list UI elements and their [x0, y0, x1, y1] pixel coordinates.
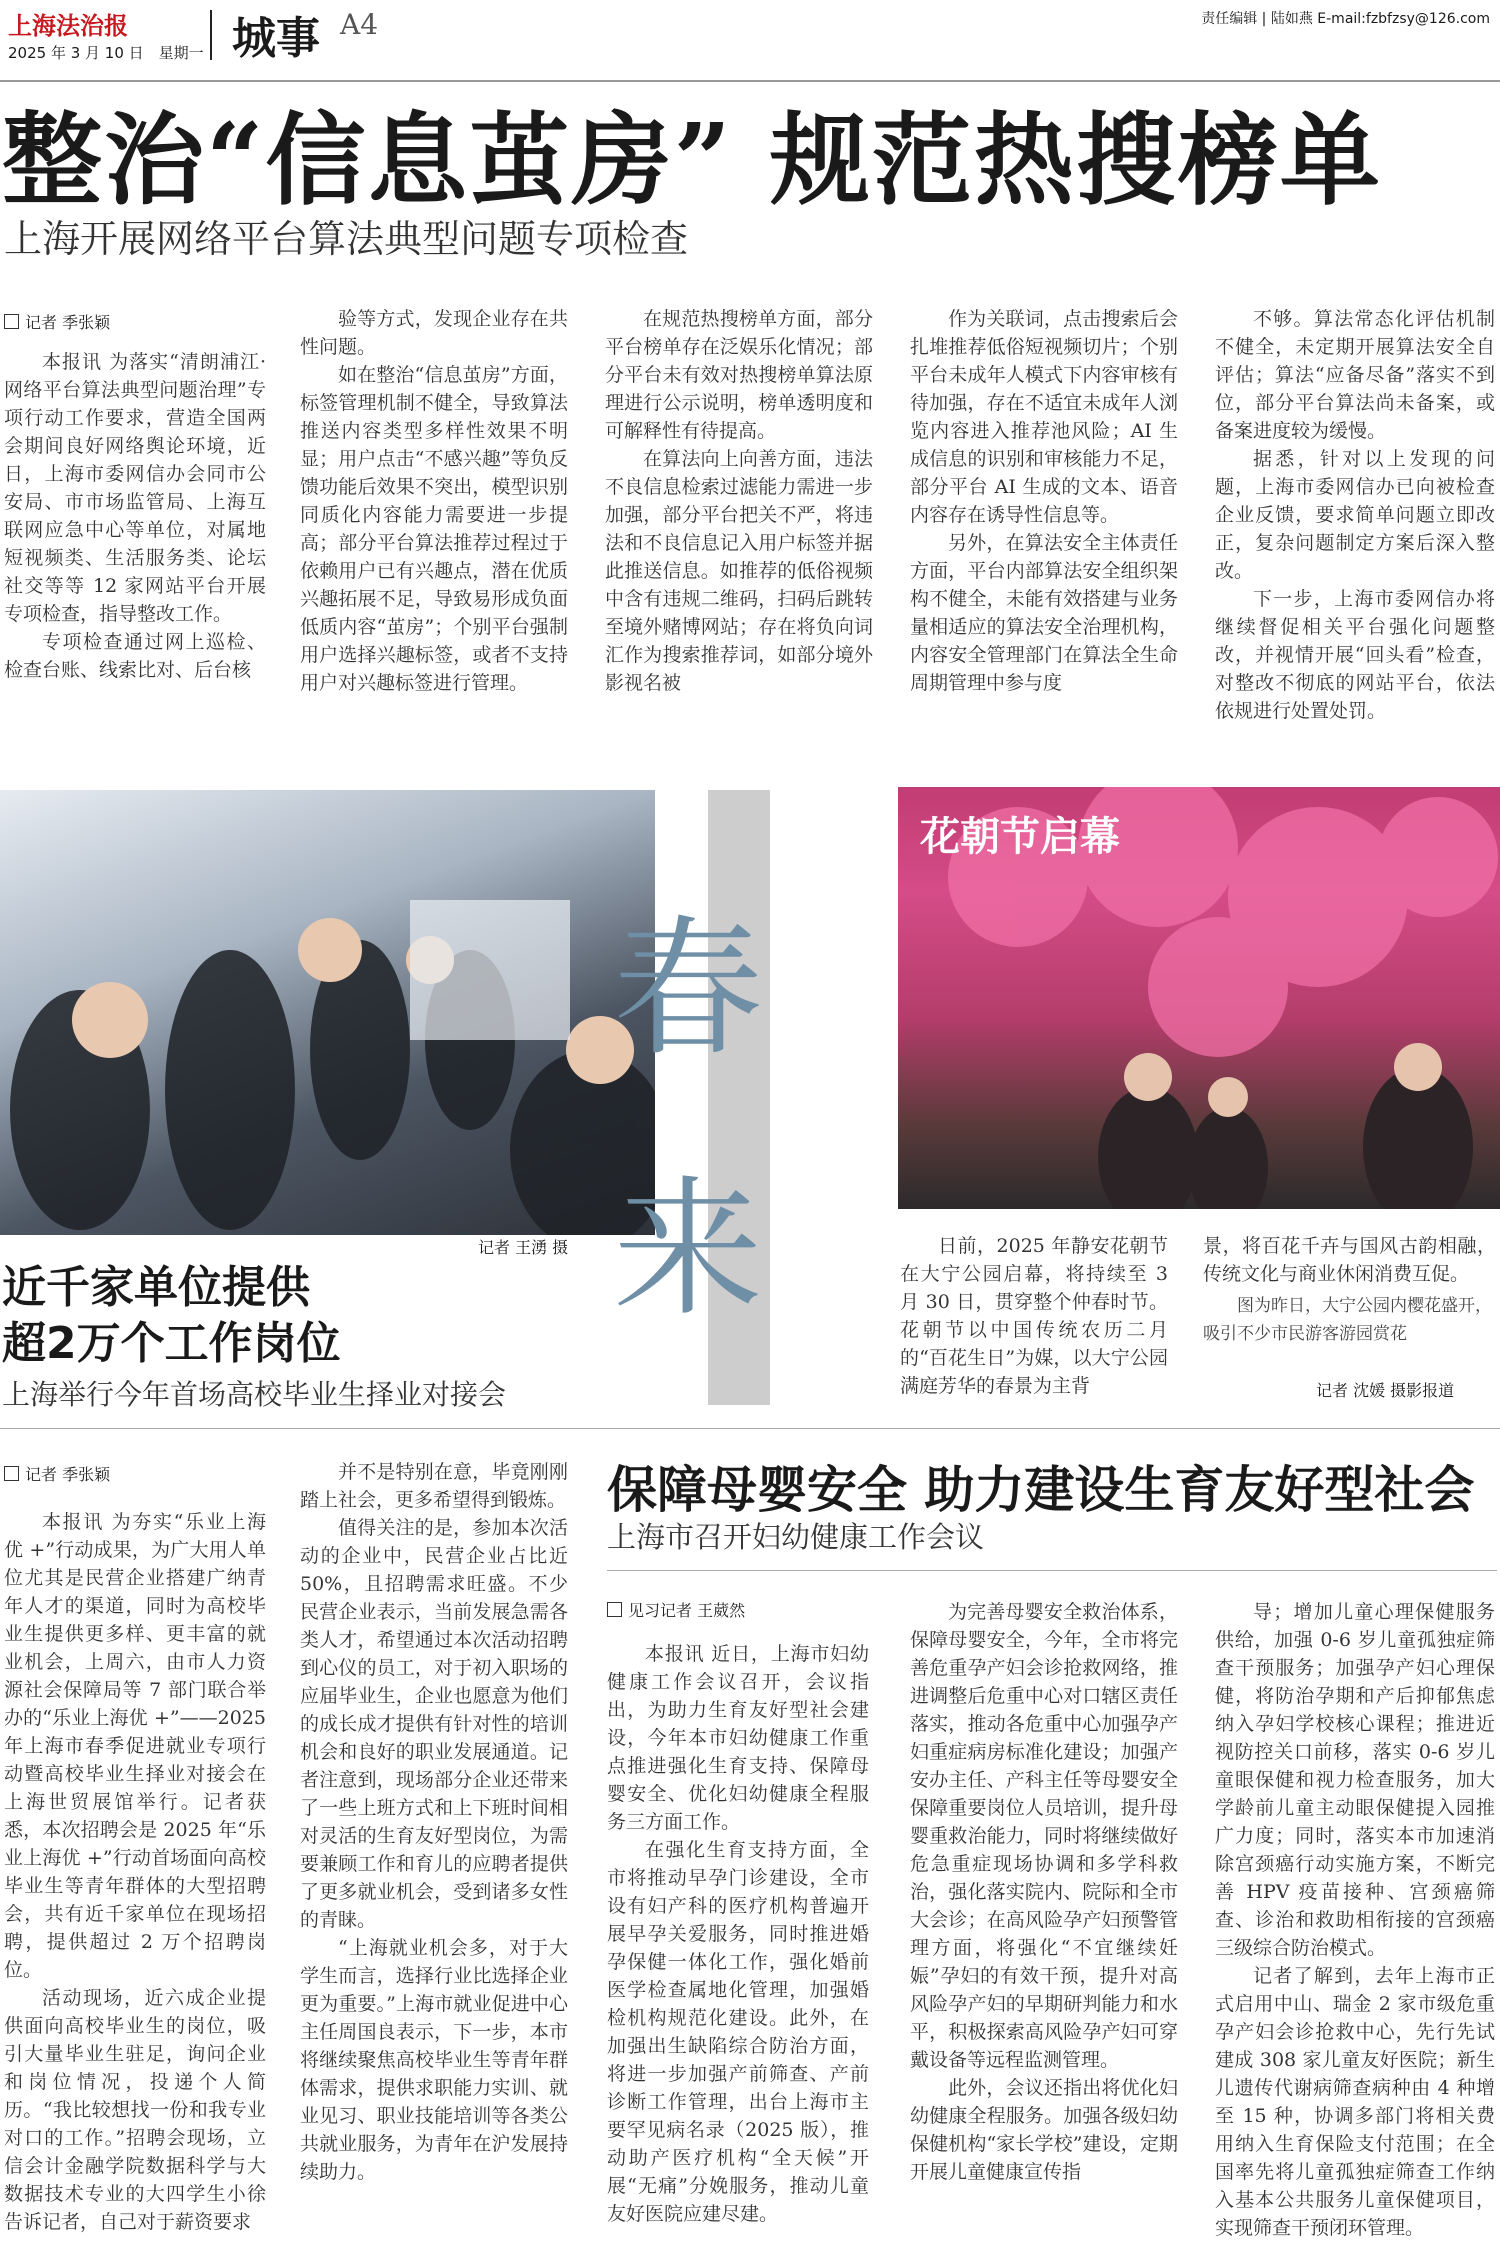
article3-rule — [607, 1570, 1497, 1571]
crowd-illustration — [0, 790, 655, 1235]
paragraph: 此外，会议还指出将优化妇幼健康全程服务。加强各级妇幼保健机构“家长学校”建设，定期开展儿童健康宣传指 — [910, 2077, 1178, 2183]
paragraph: 值得关注的是，参加本次活动的企业中，民营企业占比近 50%，且招聘需求旺盛。不少民营企业表示，当前发展急需各类人才，希望通过本次活动招聘到心仪的员工，对于初入职场的应届毕业生，企业也愿意为他们的成长成才提供有针对性的培训机会和良好的职业发展通道。记者注意到，现场部分企业还带来了一些上班方式和上下班时间相对灵活的生育友好型岗位，为需要兼顾工作和育儿的应聘者提供了更多就业机会，受到诸多女性的青睐。 — [300, 1517, 568, 1931]
paragraph: “上海就业机会多，对于大学生而言，选择行业比选择企业更为重要。”上海市就业促进中心主任周国良表示，下一步，本市将继续聚焦高校毕业生等青年群体需求，提供求职能力实训、就业见习、职业技能培训等各类公共就业服务，为青年在沪发展持续助力。 — [300, 1937, 568, 2183]
article1-column-3 — [605, 305, 873, 697]
photo2-title: 花朝节启幕 — [920, 814, 1120, 860]
byline-text: 记者 季张颖 — [25, 1465, 111, 1484]
article1-column-2 — [300, 305, 568, 697]
article3-subhead: 上海市召开妇幼健康工作会议 — [607, 1520, 985, 1554]
section-title: 城事 — [232, 13, 320, 64]
article3-headline: 保障母婴安全 助力建设生育友好型社会 — [607, 1460, 1475, 1519]
header-divider — [210, 10, 212, 60]
paragraph: 下一步，上海市委网信办将继续督促相关平台强化问题整改，并视情开展“回头看”检查，对整改不彻底的网站平台，依法依规进行处置处罚。 — [1215, 588, 1495, 722]
article1-headline: 整治“信息茧房” 规范热搜榜单 — [2, 101, 1382, 219]
paragraph: 为完善母婴安全救治体系，保障母婴安全，今年，全市将完善危重孕产妇会诊抢救网络，推进调整后危重中心对口辖区责任落实，推动各危重中心加强孕产妇重症病房标准化建设；加强产安办主任、产科主任等母婴安全保障重要岗位人员培训，提升母婴重救治能力，同时将继续做好危急重症现场协调和多学科救治，强化落实院内、院际和全市大会诊；在高风险孕产妇预警管理方面，将强化“不宜继续妊娠”孕妇的有效干预，提升对高风险孕产妇的早期研判能力和水平，积极探索高风险孕产妇可穿戴设备等远程监测管理。 — [910, 1601, 1178, 2071]
issue-date: 2025 年 3 月 10 日 星期一 — [8, 44, 204, 62]
paragraph: 验等方式，发现企业存在共性问题。 — [300, 308, 568, 358]
paragraph: 在算法向上向善方面，违法不良信息检索过滤能力需进一步加强，部分平台把关不严，将违法和不良信息记入用户标签并据此推送信息。如推荐的低俗视频中含有违规二维码，扫码后跳转至境外赌博网站；存在将负向词汇作为搜索推荐词，如部分境外影视名被 — [605, 448, 873, 694]
paragraph: 并不是特别在意，毕竟刚刚踏上社会，更多希望得到锻炼。 — [300, 1461, 568, 1511]
section-rule — [0, 1428, 1500, 1429]
editor-credit: 责任编辑 | 陆如燕 E-mail:fzbfzsy@126.com — [1201, 11, 1490, 27]
article1-column-1 — [4, 348, 266, 684]
paragraph: 本报讯 为落实“清朗浦江·网络平台算法典型问题治理”专项行动工作要求，营造全国两会期间良好网络舆论环境，近日，上海市委网信办会同市公安局、市市场监管局、上海互联网应急中心等单位，对属地短视频类、生活服务类、论坛社交等等 12 家网站平台开展专项检查，指导整改工作。 — [4, 351, 266, 625]
calligraphy-spring: 春来 — [613, 903, 764, 1337]
paragraph: 另外，在算法安全主体责任方面，平台内部算法安全组织架构不健全，未能有效搭建与业务量相适应的算法安全治理机构，内容安全管理部门在算法全生命周期管理中参与度 — [910, 532, 1178, 694]
byline-box-icon — [4, 1466, 19, 1481]
article3-byline — [607, 1598, 745, 1621]
article1-subhead: 上海开展网络平台算法典型问题专项检查 — [4, 217, 689, 261]
article2-headline — [2, 1260, 341, 1372]
article1-byline — [4, 310, 110, 333]
article3-column-1 — [607, 1640, 869, 2228]
paragraph: 在强化生育支持方面，全市将推动早孕门诊建设，全市设有妇产科的医疗机构普遍开展早孕关爱服务，同时推进婚孕保健一体化工作，强化婚前医学检查属地化管理，加强婚检机构规范化建设。此外，在加强出生缺陷综合防治方面，将进一步加强产前筛查、产前诊断工作管理，出台上海市主要罕见病名录（2025 版），推动助产医疗机构“全天候”开展“无痛”分娩服务，推动儿童友好医院应建尽建。 — [607, 1839, 869, 2225]
job-fair-photo — [0, 790, 655, 1235]
photo2-caption — [900, 1232, 1168, 1400]
paragraph: 专项检查通过网上巡检、检查台账、线索比对、后台核 — [4, 631, 266, 681]
photo1-credit: 记者 王湧 摄 — [478, 1238, 569, 1257]
article3-column-3 — [1215, 1598, 1495, 2242]
photo2-caption-2 — [1203, 1232, 1496, 1288]
header-rule — [0, 80, 1500, 82]
article2-headline-line2: 超2万个工作岗位 — [2, 1318, 341, 1369]
paragraph: 如在整治“信息茧房”方面，标签管理机制不健全，导致算法推送内容类型多样性效果不明显；用户点击“不感兴趣”等负反馈功能后效果不突出，模型识别同质化内容能力需要进一步提高；部分平台算法推荐过程过于依赖用户已有兴趣点，潜在优质兴趣拓展不足，导致易形成负面低质内容“茧房”；个别平台强制用户选择兴趣标签，或者不支持用户对兴趣标签进行管理。 — [300, 364, 568, 694]
paragraph: 日前，2025 年静安花朝节在大宁公园启幕，将持续至 3 月 30 日，贯穿整个仲春时节。花朝节以中国传统农历二月的“百花生日”为媒，以大宁公园满庭芳华的春景为主背 — [900, 1235, 1168, 1397]
article2-column-1 — [4, 1508, 266, 2236]
paragraph: 本报讯 为夯实“乐业上海优 +”行动成果，为广大用人单位尤其是民营企业搭建广纳青年人才的渠道，同时为高校毕业生提供更多样、更丰富的就业机会，上周六，由市人力资源社会保障局等 7 部门联合举办的“乐业上海优 +”——2025 年上海市春季促进就业专项行动暨高校毕业生择业对接会在上海世贸展馆举行。记者获悉，本次招聘会是 2025 年“乐业上海优 +”行动首场面向高校毕业生等青年群体的大型招聘会，共有近千家单位在现场招聘，提供超过 2 万个招聘岗位。 — [4, 1511, 266, 1981]
paragraph: 作为关联词，点击搜索后会扎堆推荐低俗短视频切片；个别平台未成年人模式下内容审核有待加强，存在不适宜未成年人浏览内容进入推荐池风险；AI 生成信息的识别和审核能力不足，部分平台 AI 生成的文本、语音内容存在诱导性信息等。 — [910, 308, 1178, 526]
paragraph: 活动现场，近六成企业提供面向高校毕业生的岗位，吸引大量毕业生驻足，询问企业和岗位情况，投递个人简历。“我比较想找一份和我专业对口的工作。”招聘会现场，立信会计金融学院数据科学与大数据技术专业的大四学生小徐告诉记者，自己对于薪资要求 — [4, 1987, 266, 2233]
article1-column-4 — [910, 305, 1178, 697]
photo2-credit: 记者 沈媛 摄影报道 — [1316, 1381, 1455, 1400]
byline-text: 见习记者 王葳然 — [628, 1601, 746, 1620]
paragraph: 导；增加儿童心理保健服务供给，加强 0-6 岁儿童孤独症筛查干预服务；加强孕产妇心理保健，将防治孕期和产后抑郁焦虑纳入孕妇学校核心课程；推进近视防控关口前移，落实 0-6 岁儿童眼保健和视力检查服务，加大学龄前儿童主动眼保健提入园推广力度；同时，落实本市加速消除宫颈癌行动实施方案，不断完善 HPV 疫苗接种、宫颈癌筛查、诊治和救助相衔接的宫颈癌三级综合防治模式。 — [1215, 1601, 1495, 1959]
masthead-logo: 上海法治报 — [8, 11, 128, 40]
article2-column-2 — [300, 1458, 568, 2186]
paragraph: 据悉，针对以上发现的问题，上海市委网信办已向被检查企业反馈，要求简单问题立即改正，复杂问题制定方案后深入整改。 — [1215, 448, 1495, 582]
byline-text: 记者 季张颖 — [25, 313, 111, 332]
paragraph: 景，将百花千卉与国风古韵相融，传统文化与商业休闲消费互促。 — [1203, 1235, 1496, 1285]
page-number: A4 — [340, 8, 379, 41]
paragraph: 不够。算法常态化评估机制不健全，未定期开展算法安全自评估；算法“应备尽备”落实不到位，部分平台算法尚未备案，或备案进度较为缓慢。 — [1215, 308, 1495, 442]
article3-column-2 — [910, 1598, 1178, 2186]
article1-column-5 — [1215, 305, 1495, 725]
paragraph: 在规范热搜榜单方面，部分平台榜单存在泛娱乐化情况；部分平台未有效对热搜榜单算法原理进行公示说明，榜单透明度和可解释性有待提高。 — [605, 308, 873, 442]
paragraph: 本报讯 近日，上海市妇幼健康工作会议召开，会议指出，为助力生育友好型社会建设，今年本市妇幼健康工作重点推进强化生育支持、保障母婴安全、优化妇幼健康全程服务三方面工作。 — [607, 1643, 869, 1833]
byline-box-icon — [607, 1602, 622, 1617]
article2-headline-line1: 近千家单位提供 — [2, 1262, 310, 1313]
byline-box-icon — [4, 314, 19, 329]
photo2-note: 图为昨日，大宁公园内樱花盛开，吸引不少市民游客游园赏花 — [1203, 1296, 1492, 1344]
article2-subhead: 上海举行今年首场高校毕业生择业对接会 — [2, 1378, 507, 1411]
paragraph: 记者了解到，去年上海市正式启用中山、瑞金 2 家市级危重孕产妇会诊抢救中心，先行先试建成 308 家儿童友好医院；新生儿遗传代谢病筛查病种由 4 种增至 15 种，协调多部门将相关费用纳入生育保险支付范围；在全国率先将儿童孤独症筛查工作纳入基本公共服务儿童保健项目，实现筛查干预闭环管理。 — [1215, 1965, 1495, 2239]
blossom-photo — [898, 787, 1500, 1209]
article2-byline — [4, 1462, 110, 1485]
